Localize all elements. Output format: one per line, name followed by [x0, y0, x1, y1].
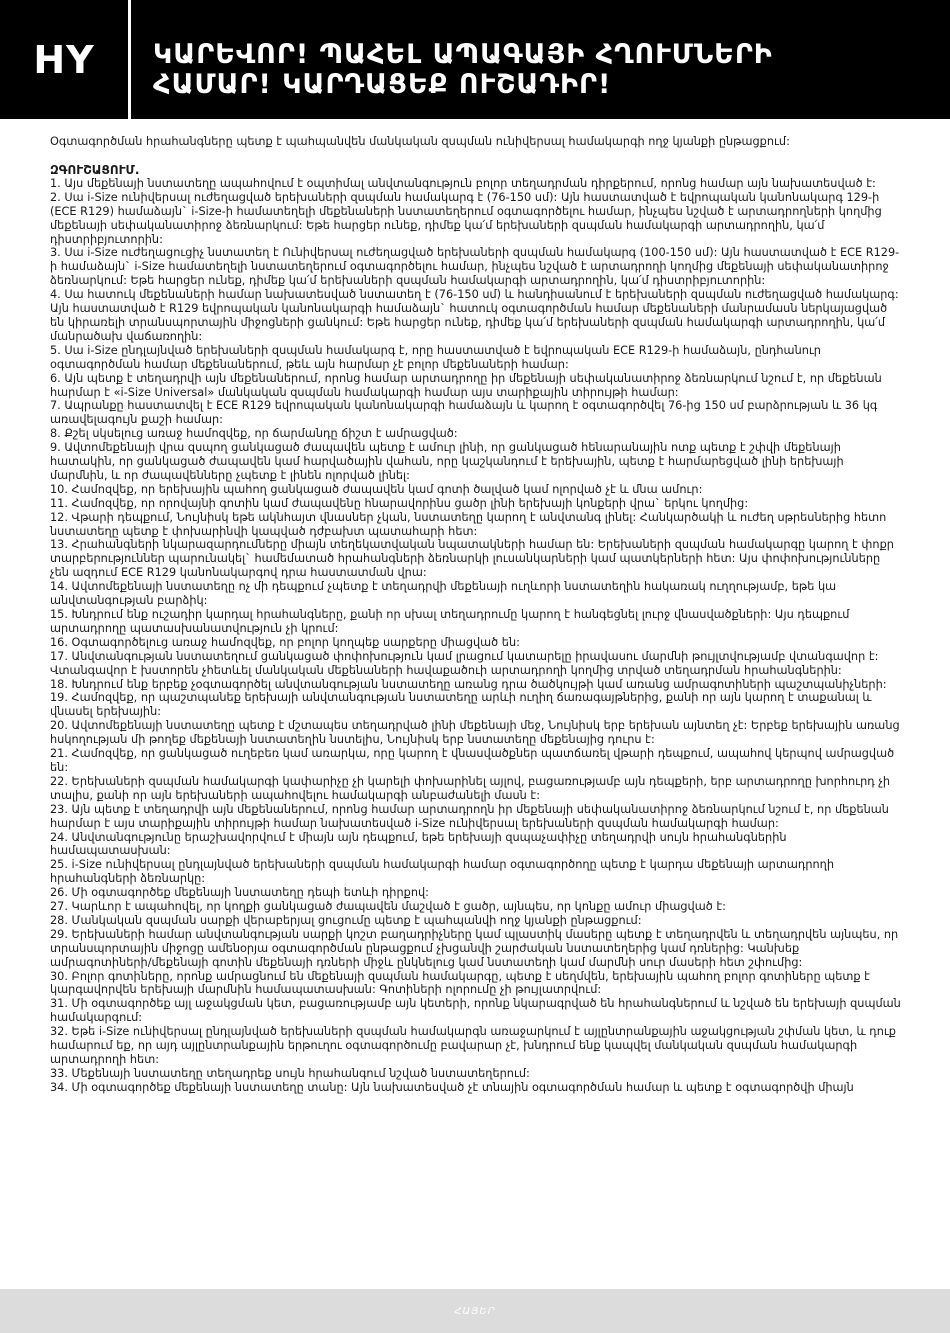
warning-item: 28. Մանկական զսպման սարքի վերաբերյալ ցուցումը պետք է պահպանվի ողջ կյանքի ընթացքում:	[50, 913, 642, 927]
warning-item: 5. Սա i-Size ընդլայնված երեխաների զսպման համակարգ է, որը հաստատված է եվրոպական ECE R129-ի համաձայն, ընդհանուր օգտագործման համար մեքենաներում, թեև այն հարմար չէ բոլոր մեքենաների համար:	[50, 343, 821, 371]
warning-item: 24. Անվտանգությունը երաշխավորվում է միայն այն դեպքում, եթե երեխայի զսպաչափիչը տեղադրվի սույն հրահանգներին համապատասխան:	[50, 830, 787, 858]
warning-item: 15. Խնդրում ենք ուշադիր կարդալ հրահանգները, քանի որ սխալ տեղադրումը կարող է հանգեցնել լուրջ վնասվածքների: Այս դեպքում արտադրողը պատասխանատվություն չի կրում:	[50, 608, 850, 635]
language-code: HY	[0, 0, 131, 119]
warning-item: 27. Կարևոր է ապահովել, որ կողքի ցանկացած ժապավեն մաշված է ցածր, այնպես, որ կոնքը ամուր միացված է:	[50, 900, 726, 914]
warning-item: 30. Բոլոր գոտիները, որոնք ամրացնում են մեքենայի զսպման համակարգը, պետք է սեղմվեն, երեխային պահող բոլոր գոտիները պետք է կարգավորվեն երեխայի մարմնին համապատասխան: Գոտիների ոլորումը չի թույլատրվում:	[50, 969, 870, 997]
warning-item: 19. Համոզվեք, որ պաշտպանեք երեխայի անվտանգության նստատեղը արևի ուղիղ ճառագայթներից, քանի որ այն կարող է տաքանալ և վնասել երեխային:	[50, 691, 872, 719]
warning-item: 8. Քշել սկսելուց առաջ համոզվեք, որ ճարմանդը ճիշտ է ամրացված:	[50, 427, 458, 441]
warning-item: 34. Մի օգտագործեք մեքենայի նստատեղը տանը: Այն նախատեսված չէ տնային օգտագործման համար և պետք է օգտագործվի միայն	[50, 1080, 854, 1094]
footer-label: ՀԱՅԵՐ	[454, 1305, 496, 1317]
warning-item: 13. Հրահանգների նկարազարդումները միայն տեղեկատվական նպատակների համար են: Երեխաների զսպման համակարգը կարող է փոքր տարբերություններ պարունակել` համեմատած հրահանգների ձեռնարկի լուսանկարների կամ պատկերների հետ: Այս փոփոխությունները չեն ազդում ECE R129 կանոնակարգով դրա հաստատման վրա:	[50, 538, 894, 580]
title-line-1: ԿԱՐԵՎՈՐ! ՊԱՀԵԼ ԱՊԱԳԱՅԻ ՀՂՈՒՄՆԵՐԻ	[153, 39, 773, 70]
page-footer	[0, 1289, 950, 1333]
intro-text: Օգտագործման հրահանգները պետք է պահպանվեն մանկական զսպման ունիվերսալ համակարգի ողջ կյանքի ընթացքում:	[50, 135, 790, 148]
document-body	[50, 135, 902, 1095]
warning-item: 32. Եթե i-Size ունիվերսալ ընդլայնված երեխաների զսպման համակարգն առաջարկում է այլընտրանքային աջակցության շփման կետ, և դուք համարում եք, որ այդ այլընտրանքային երթուղու օգտագործումը բավարար չէ, խնդրում ենք կապվել մանկական զսպման համակարգի արտադրողի հետ:	[50, 1025, 896, 1066]
warning-item: 3. Սա i-Size ուժեղացուցիչ նստատեղ է Ունիվերսալ ուժեղացված երեխաների զսպման համակարգ (100-150 սմ): Այն հաստատված է ECE R129-ի համաձայն` i-Size համատեղելի նստատեղերում օգտագործելու համար, ինչպես նշված է արտադրողի կողմից մեքենայի սեփականատիրոջ ձեռնարկում: Եթե հարցեր ունեք, դիմեք կա՛մ երեխաների զսպման համակարգի արտադրողին, կա՛մ դիստրիբյուտորին:	[50, 246, 900, 288]
warning-item: 17. Անվտանգության նստատեղում ցանկացած փոփոխություն կամ լրացում կատարելը իրավասու մարմնի թույլտվությամբ վտանգավոր է: Վտանգավոր է խստորեն չհետևել մանկական մեքենաների հավաքածուի արտադրողի կողմից տրված տեղադրման հրահանգներին:	[50, 649, 879, 677]
warning-item: 21. Համոզվեք, որ ցանկացած ուղեբեռ կամ առարկա, որը կարող է վնասվածքներ պատճառել վթարի դեպքում, ապահով կերպով ամրացված են:	[50, 747, 895, 774]
warning-item: 11. Համոզվեք, որ որովայնի գոտին կամ ժապավենը հնարավորինս ցածր լինի երեխայի կոնքերի վրա` երկու կողմից:	[50, 496, 749, 510]
warning-item: 23. Այն պետք է տեղադրվի այն մեքենաներում, որոնց համար արտադրողն իր մեքենայի սեփականատիրոջ ձեռնարկում նշում է, որ մեքենան հարմար է այս տարիքային տիրույթի համար նախատեսված i-Size ունիվերսալ երեխաների զսպման համակարգի համար:	[50, 802, 889, 830]
warning-item: 33. Մեքենայի նստատեղը տեղադրեք սույն հրահանգում նշված նստատեղերում:	[50, 1066, 530, 1080]
warning-list	[50, 177, 902, 1095]
warning-item: 4. Սա հատուկ մեքենաների համար նախատեսված նստատեղ է (76-150 սմ) և հանդիսանում է երեխաների զսպման ուժեղացված համակարգ: Այն հաստատված է R129 եվրոպական կանոնակարգի համաձայն` հատուկ օգտագործման համար մեքենաների մանրամասն ներկայացված են կիրառելի տրանսպորտային միջոցների ցանկում: Եթե հարցեր ունեք, դիմեք կա՛մ երեխաների զսպման համակարգի արտադրողին, կա՛մ մանրածախ վաճառողին:	[50, 288, 899, 343]
warning-item: 25. i-Size ունիվերսալ ընդլայնված երեխաների զսպման համակարգի համար օգտագործողը պետք է կարդա մեքենայի արտադրողի հրահանգների ձեռնարկը:	[50, 858, 834, 886]
page-header	[0, 0, 950, 119]
warning-item: 29. Երեխաների համար անվտանգության սարքի կոշտ բաղադրիչները կամ պլաստիկ մասերը պետք է տեղադրվեն և տեղադրվեն այնպես, որ տրանսպորտային միջոցը ամենօրյա օգտագործման ընթացքում չխցանվի շարժական նստատեղերից կամ դռներից: Կանխեք ամրագոտիների/մեքենայի գոտին մեքենայի դռների միջև ընկնելուց կամ նստատեղի կամ մարմնի սուր մասերի հետ շփումից:	[50, 927, 899, 969]
warning-item: 26. Մի օգտագործեք մեքենայի նստատեղը դեպի ետևի դիրքով:	[50, 886, 429, 900]
warning-heading: ԶԳՈՒՇԱՑՈՒՄ.	[50, 162, 140, 177]
warning-item: 31. Մի օգտագործեք այլ աջակցման կետ, բացառությամբ այն կետերի, որոնք նկարագրված են հրահանգներում և նշված են երեխայի զսպման համակարգում:	[50, 997, 901, 1025]
warning-item: 12. Վթարի դեպքում, Նույնիսկ եթե ակնհայտ վնասներ չկան, նստատեղը կարող է անվտանգ լինել: Հանկարծակի և ուժեղ սթրեսներից հետո նստատեղը պետք է փոխարինվի կապված դժբախտ պատահարի հետ:	[50, 510, 887, 538]
warning-item: 7. Ապրանքը հաստատվել է ECE R129 եվրոպական կանոնակարգի համաձայն և կարող է օգտագործվել 76-ից 150 սմ բարձրության և 36 կգ առավելագույն քաշի համար:	[50, 399, 878, 427]
warning-item: 6. Այն պետք է տեղադրվի այն մեքենաներում, որոնց համար արտադրողը իր մեքենայի սեփականատիրոջ ձեռնարկում նշում է, որ մեքենան հարմար է «i-Size Universal» մանկական զսպման համակարգի համար այս տարիքային տիրույթի համար:	[50, 371, 882, 399]
warning-item: 10. Համոզվեք, որ երեխային պահող ցանկացած ժապավեն կամ գոտի ծալված կամ ոլորված չէ և մնա ամուր:	[50, 482, 703, 496]
title-line-2: ՀԱՄԱՐ! ԿԱՐԴԱՑԵՔ ՈՒՇԱԴԻՐ!	[153, 69, 612, 100]
warning-item: 18. Խնդրում ենք երբեք չօգտագործել անվտանգության նստատեղը առանց դրա ծածկույթի կամ առանց ամրագոտիների պաշտպանիչների:	[50, 677, 887, 691]
warning-item: 22. Երեխաների զսպման համակարգի կափարիչը չի կարելի փոխարինել այլով, բացառությամբ այն դեպքերի, երբ արտադրողը խորհուրդ չի տալիս, քանի որ այն երեխաների ապահովելու համակարգի անբաժանելի մասն է:	[50, 774, 891, 802]
warning-item: 20. Ավտոմեքենայի նստատեղը պետք է մշտապես տեղադրված լինի մեքենայի մեջ, Նույնիսկ երբ երեխան այնտեղ չէ: Երբեք երեխային առանց հսկողության մի թողեք մեքենայի նստատեղին նստելիս, Նույնիսկ երբ նստատեղը մեքենայից դուրս է:	[50, 719, 900, 747]
warning-item: 9. Ավտոմեքենայի վրա զսպող ցանկացած ժապավեն պետք է ամուր լինի, որ ցանկացած հենարանային ոտք պետք է շփվի մեքենայի հատակին, որ ցանկացած ժապավեն կամ հարվածային վահան, որը կաշկանդում է երեխային, պետք է հարմարեցված լինի երեխայի մարմնին, և որ ժապավենները չպետք է լինեն ոլորված լինել:	[50, 441, 844, 482]
page-title	[131, 0, 913, 119]
warning-item: 16. Օգտագործելուց առաջ համոզվեք, որ բոլոր կողպեք սարքերը միացված են:	[50, 635, 520, 649]
warning-item: 14. Ավտոմեքենայի նստատեղը ոչ մի դեպքում չպետք է տեղադրվի մեքենայի ուղևորի նստատեղին հակառակ ուղղությամբ, եթե կա անվտանգության բարձիկ:	[50, 580, 837, 608]
warning-item: 2. Սա i-Size ունիվերսալ ուժեղացված երեխաների զսպման համակարգ է (76-150 սմ): Այն հաստատված է եվրոպական կանոնակարգ 129-ի (ECE R129) համաձայն` i-Size-ի համատեղելի մեքենաների նստատեղերում օգտագործելու համար, ինչպես նշված է արտադրողների կողմից մեքենայի սեփականատիրոջ ձեռնարկում: Եթե հարցեր ունեք, դիմեք կա՛մ երեխաների զսպման համակարգի արտադրողին, կա՛մ դիստրիբյուտորին:	[50, 190, 882, 246]
warning-item: 1. Այս մեքենայի նստատեղը ապահովում է օպտիմալ անվտանգություն բոլոր տեղադրման դիրքերում, որոնց համար այն նախատեսված է:	[50, 176, 876, 190]
